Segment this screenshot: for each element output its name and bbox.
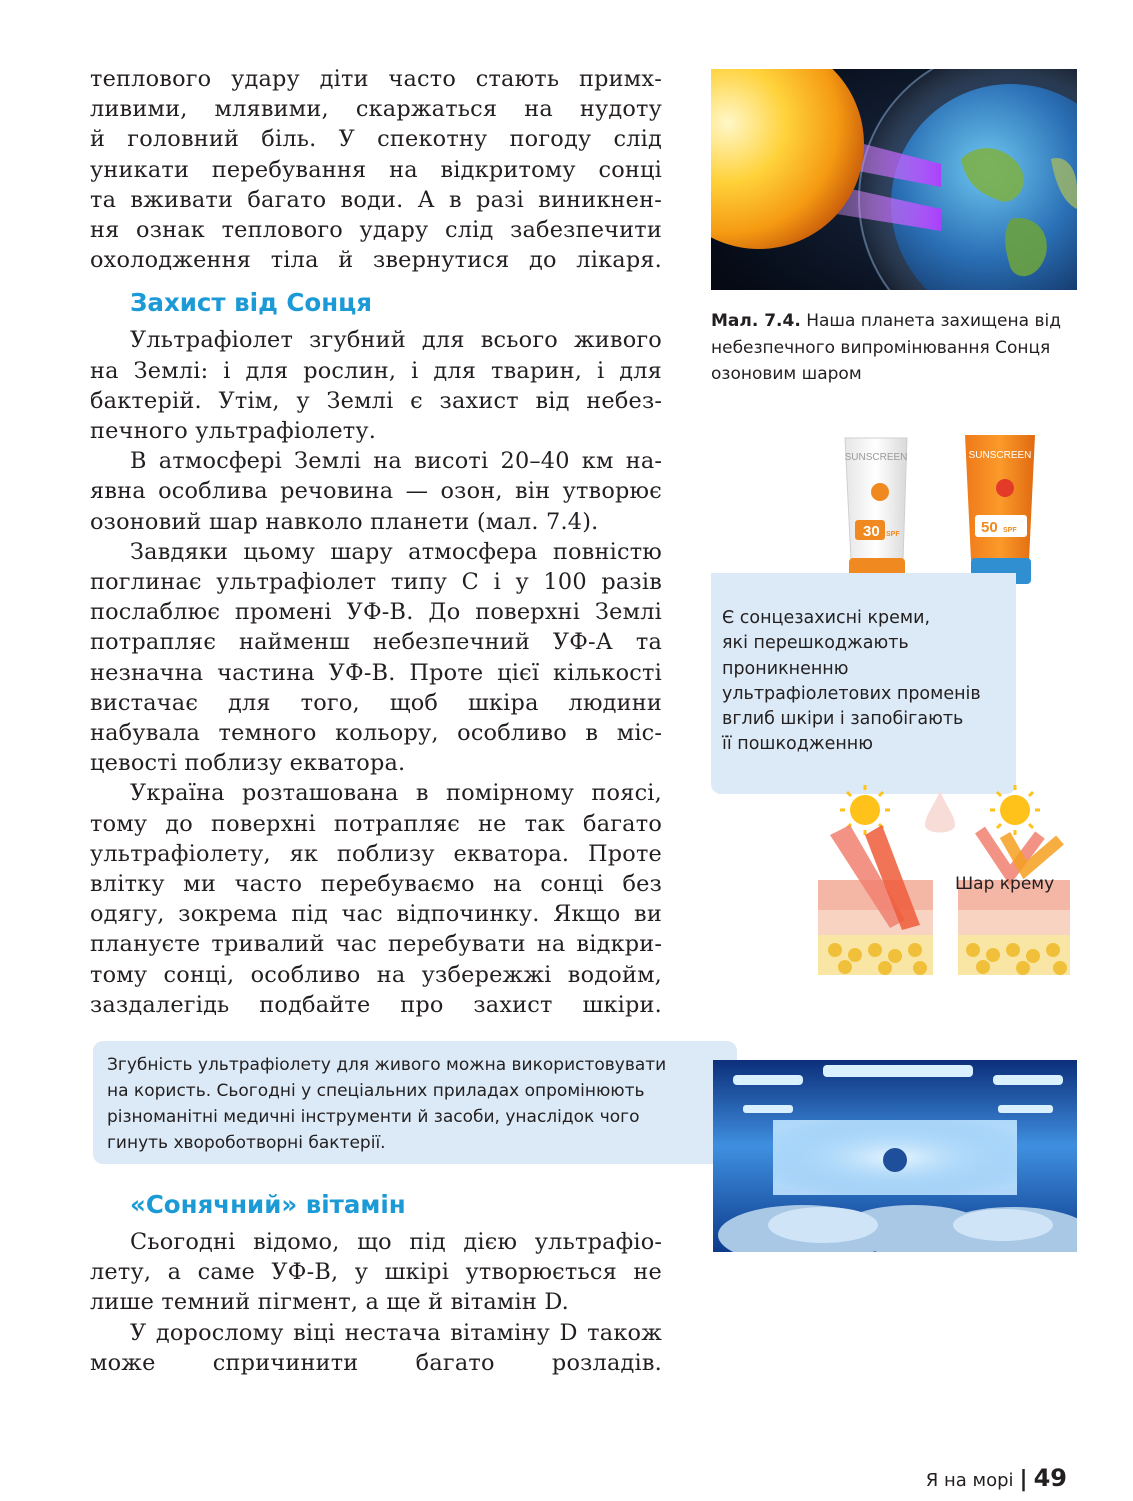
sunscreen-callout-text — [722, 606, 1012, 758]
callout-line: різноманітні медичні інструменти й засоби, унаслідок чого — [107, 1107, 640, 1127]
vitamin-section — [90, 1183, 662, 1378]
skin-section-left — [818, 825, 933, 975]
sun-earth-illustration — [711, 69, 1077, 290]
sunscreen-tubes — [825, 430, 1065, 585]
paragraph-ozone: В атмосфері Землі на висоті 20–40 км наявна особлива речовина — озон, він утворює озоновий шар навколо планети (мал. 7.4). — [90, 448, 662, 535]
paragraph-vitamin-deficiency: У дорослому віці нестача вітаміну D також може спричинити багато розладів. — [90, 1319, 662, 1376]
paragraph-uv-types: Завдяки цьому шару атмосфера повністю поглинає ультрафіолет типу С і у 100 разів послаблює промені УФ-В. До поверхні Землі потрапляє найменш небезпечний УФ-А та незначна частина УФ-В. Проте цієї кількості вистачає для того, щоб шкіра людини набувала темного кольору, особливо в місцевості поблизу екватора. — [90, 538, 662, 777]
cream-drop-icon — [925, 790, 955, 833]
footer-section-name: Я на морі — [925, 1470, 1014, 1491]
skin-section-right — [958, 830, 1070, 975]
intro-line: ня ознак теплового удару слід забезпечити — [90, 217, 662, 244]
caption-text: Наша планета захищена від небезпечного випромінювання Сонця озоновим шаром — [711, 311, 1061, 384]
section-title-sun-protection: Захист від Сонця — [130, 288, 373, 318]
page-number: 49 — [1033, 1464, 1067, 1492]
figure-caption — [711, 308, 1071, 388]
tube2-spf: 50 — [981, 519, 998, 536]
intro-line: теплового удару діти часто стають примх- — [90, 66, 662, 92]
footer-separator: | — [1019, 1467, 1028, 1492]
main-text-column — [90, 64, 662, 1020]
sunscreen-tubes-image — [825, 430, 1065, 585]
page-footer — [926, 1458, 1067, 1498]
caption-label: Мал. 7.4. — [711, 311, 801, 331]
intro-line: ливими, млявими, скаржаться на нудоту — [90, 96, 662, 123]
paragraph-uv-harm: Ультрафіолет згубний для всього живого на Землі: і для рослин, і для тварин, і для бактерій. Утім, у Землі є захист від небезпечного ультрафіолету. — [90, 327, 662, 445]
callout-line: гинуть хвороботворні бактерії. — [107, 1133, 386, 1153]
callout-line: її пошкодженню — [722, 734, 873, 755]
tube2-spf-unit: SPF — [1003, 527, 1017, 534]
uv-sterilization-image — [713, 1060, 1077, 1252]
sun-earth-image — [711, 69, 1077, 290]
callout-line: які перешкоджають — [722, 633, 909, 654]
paragraph-vitamin-d: Сьогодні відомо, що під дією ультрафіолету, а саме УФ-В, у шкірі утворюється не лише темний пігмент, а ще й вітамін D. — [90, 1229, 662, 1316]
tube1-spf-unit: SPF — [886, 531, 900, 538]
tube1-brand: SUNSCREEN — [844, 452, 908, 463]
callout-line: на користь. Сьогодні у спеціальних приладах опромінюють — [107, 1081, 645, 1101]
tube2-brand: SUNSCREEN — [968, 450, 1032, 461]
intro-line: й головний біль. У спекотну погоду слід — [90, 126, 662, 153]
callout-line: Згубність ультрафіолету для живого можна використовувати — [107, 1055, 667, 1075]
intro-paragraph — [90, 64, 662, 275]
tube1-spf: 30 — [863, 523, 880, 540]
intro-line: охолодження тіла й звернутися до лікаря. — [90, 247, 662, 274]
intro-line: уникати перебування на відкритому сонці — [90, 156, 662, 183]
cream-layer-label: Шар крему — [955, 874, 1055, 894]
uv-use-callout-text — [107, 1052, 727, 1156]
callout-line: Є сонцезахисні креми, — [722, 608, 931, 628]
callout-line: проникненню — [722, 658, 849, 679]
section-title-vitamin: «Сонячний» вітамін — [130, 1190, 406, 1219]
intro-line: та вживати багато води. А в разі виникнен- — [90, 186, 662, 213]
paragraph-ukraine: Україна розташована в помірному поясі, тому до поверхні потрапляє не так багато ультрафіолету, як поблизу екватора. Проте влітку ми часто перебуваємо на сонці без одягу, зокрема під час відпочинку. Якщо ви плануєте тривалий час перебувати на відкритому сонці, особливо на узбережжі водойм, заздалегідь подбайте про захист шкіри. — [90, 780, 662, 1018]
sun-icon-right — [990, 785, 1040, 835]
callout-line: ультрафіолетових променів — [722, 683, 981, 704]
virus-icon — [883, 1148, 907, 1172]
callout-line: вглиб шкіри і запобігають — [722, 709, 964, 730]
uv-sterilization-illustration — [713, 1060, 1077, 1252]
